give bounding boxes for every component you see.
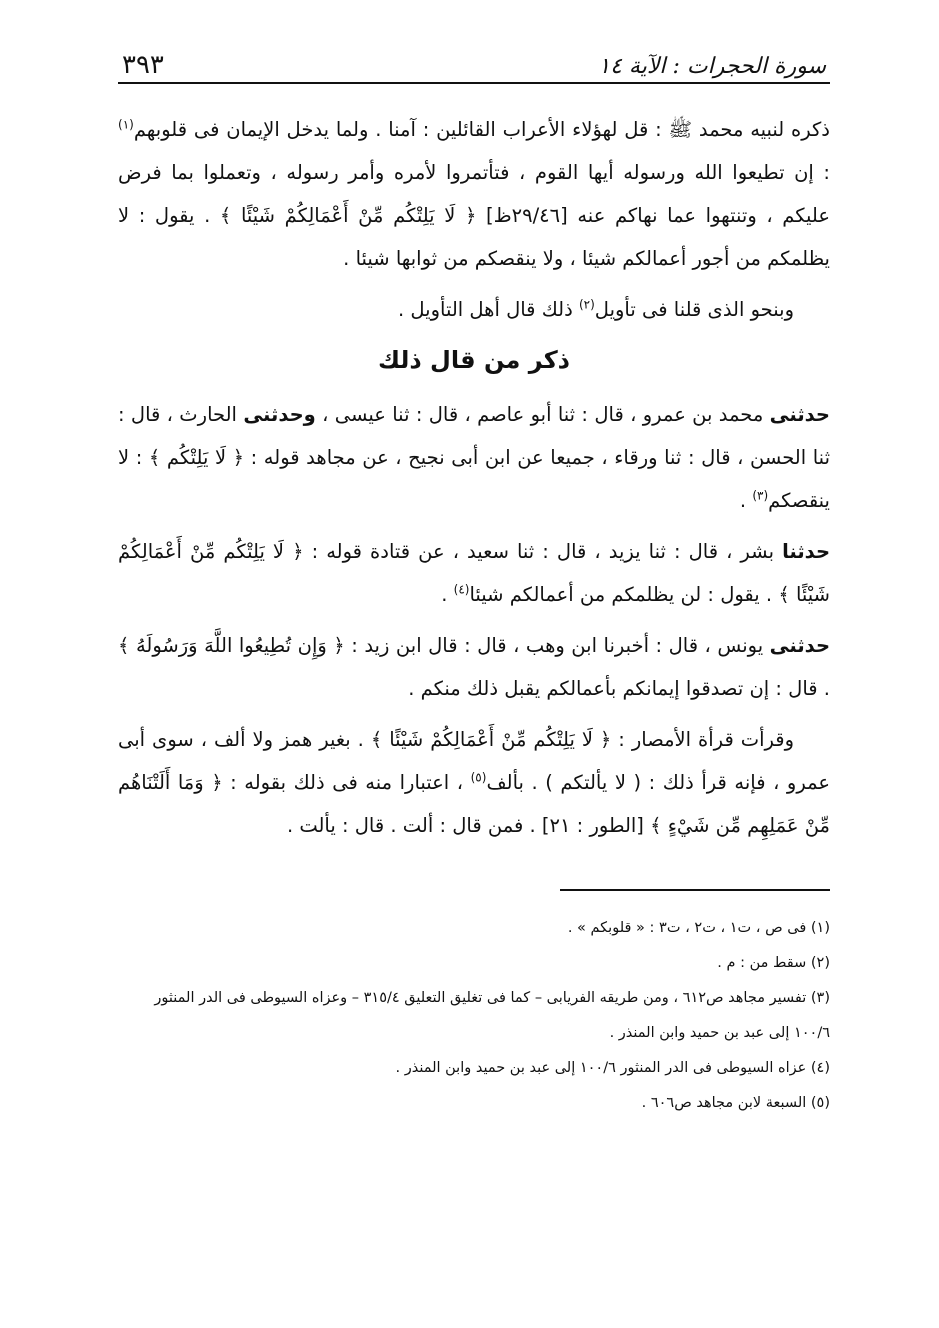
footnote-4: (٤) عزاه السيوطى فى الدر المنثور ١٠٠/٦ إلى عبد بن حميد وابن المنذر . <box>395 1060 830 1076</box>
narration-lead: حدثنى <box>769 634 830 657</box>
paragraph-6 <box>118 718 830 847</box>
paragraph-2-continued: ذلك قال أهل التأويل . <box>398 298 579 321</box>
footnote-ref-2: (٢) <box>578 297 595 312</box>
paragraph-6-continued: ، اعتبارا منه فى ذلك بقوله : ﴿ وَمَا أَلَتْنَاهُم مِّنْ عَمَلِهِم مِّن شَيْءٍ ﴾ [الطور : ٢١] . فمن قال : ألت . قال : يألت . <box>118 771 830 837</box>
book-page <box>118 30 830 1121</box>
footnote-2: (٢) سقط من : م . <box>717 955 830 971</box>
page-header <box>118 30 830 84</box>
footnote-1: (١) فى ص ، ت١ ، ت٢ ، ت٣ : « قلوبكم » . <box>567 920 830 936</box>
paragraph-3-continued: الحارث ، قال : ثنا الحسن ، قال : ثنا ورقاء ، جميعا عن ابن أبى نجيح ، عن مجاهد قوله : ﴿ لَا يَلِتْكُم ﴾ : لا ينقصكم <box>118 403 830 512</box>
narration-lead: حدثنى <box>769 403 830 426</box>
footnote-ref-3: (٣) <box>752 488 769 503</box>
footnote-separator <box>560 889 830 891</box>
paragraph-4-end: . <box>441 583 454 606</box>
paragraph-2 <box>118 288 830 331</box>
section-heading: ذكر من قال ذلك <box>378 346 570 374</box>
paragraph-1-continued: : إن تطيعوا الله ورسوله أيها القوم ، فتأتمروا لأمره وأمر رسوله ، وتعملوا بما فرض عليكم ، وتنتهوا عما نهاكم عنه [٢٩/٤٦ظ] ﴿ لَا يَلِتْكُم مِّنْ أَعْمَالِكُمْ شَيْئًا ﴾ . يقول : لا يظلمكم من أجور أعمالكم شيئا ، ولا ينقصكم من ثوابها شيئا . <box>118 161 830 270</box>
paragraph-5-text: يونس ، قال : أخبرنا ابن وهب ، قال : قال ابن زيد : ﴿ وَإِن تُطِيعُوا اللَّهَ وَرَسُولَهُ ﴾ . قال : إن تصدقوا إيمانكم بأعمالكم يقبل ذلك منكم . <box>118 634 830 700</box>
paragraph-1-text: ذكره لنبيه محمد ﷺ : قل لهؤلاء الأعراب القائلين : آمنا . ولما يدخل الإيمان فى قلوبهم <box>133 118 830 141</box>
paragraph-4-text: بشر ، قال : ثنا يزيد ، قال : ثنا سعيد ، عن قتادة قوله : ﴿ لَا يَلِتْكُم مِّنْ أَعْمَالِكُمْ شَيْئًا ﴾ . يقول : لن يظلمكم من أعمالكم شيئا <box>118 540 830 606</box>
footnote-3: (٣) تفسير مجاهد ص٦١٢ ، ومن طريقه الفريابى – كما فى تغليق التعليق ٣١٥/٤ – وعزاه السيوطى فى الدر المنثور ١٠٠/٦ إلى عبد بن حميد وابن المنذر . <box>154 990 830 1041</box>
page-number: ٣٩٣ <box>122 50 164 80</box>
paragraph-5 <box>118 624 830 710</box>
paragraph-1 <box>118 108 830 280</box>
narration-lead: حدثنا <box>782 540 830 563</box>
main-text <box>118 108 830 847</box>
footnote-ref-1: (١) <box>118 117 134 132</box>
paragraph-2-text: وبنحو الذى قلنا فى تأويل <box>594 298 794 321</box>
footnote-5: (٥) السبعة لابن مجاهد ص٦٠٦ . <box>641 1095 830 1111</box>
footnotes <box>118 911 830 1121</box>
narration-lead: وحدثنى <box>243 403 316 426</box>
footnote-ref-4: (٤) <box>453 582 470 597</box>
paragraph-3 <box>118 393 830 522</box>
paragraph-3-text: محمد بن عمرو ، قال : ثنا أبو عاصم ، قال : ثنا عيسى ، <box>315 403 770 426</box>
paragraph-4 <box>118 530 830 616</box>
footnote-ref-5: (٥) <box>470 770 487 785</box>
paragraph-6-text: وقرأت قرأة الأمصار : ﴿ لَا يَلِتْكُم مِّنْ أَعْمَالِكُمْ شَيْئًا ﴾ . بغير همز ولا ألف ، سوى أبى عمرو ، فإنه قرأ ذلك : ( لا يألتكم ) . بألف <box>118 728 830 794</box>
paragraph-3-end: . <box>739 489 753 512</box>
running-title: سورة الحجرات : الآية ١٤ <box>598 54 826 79</box>
